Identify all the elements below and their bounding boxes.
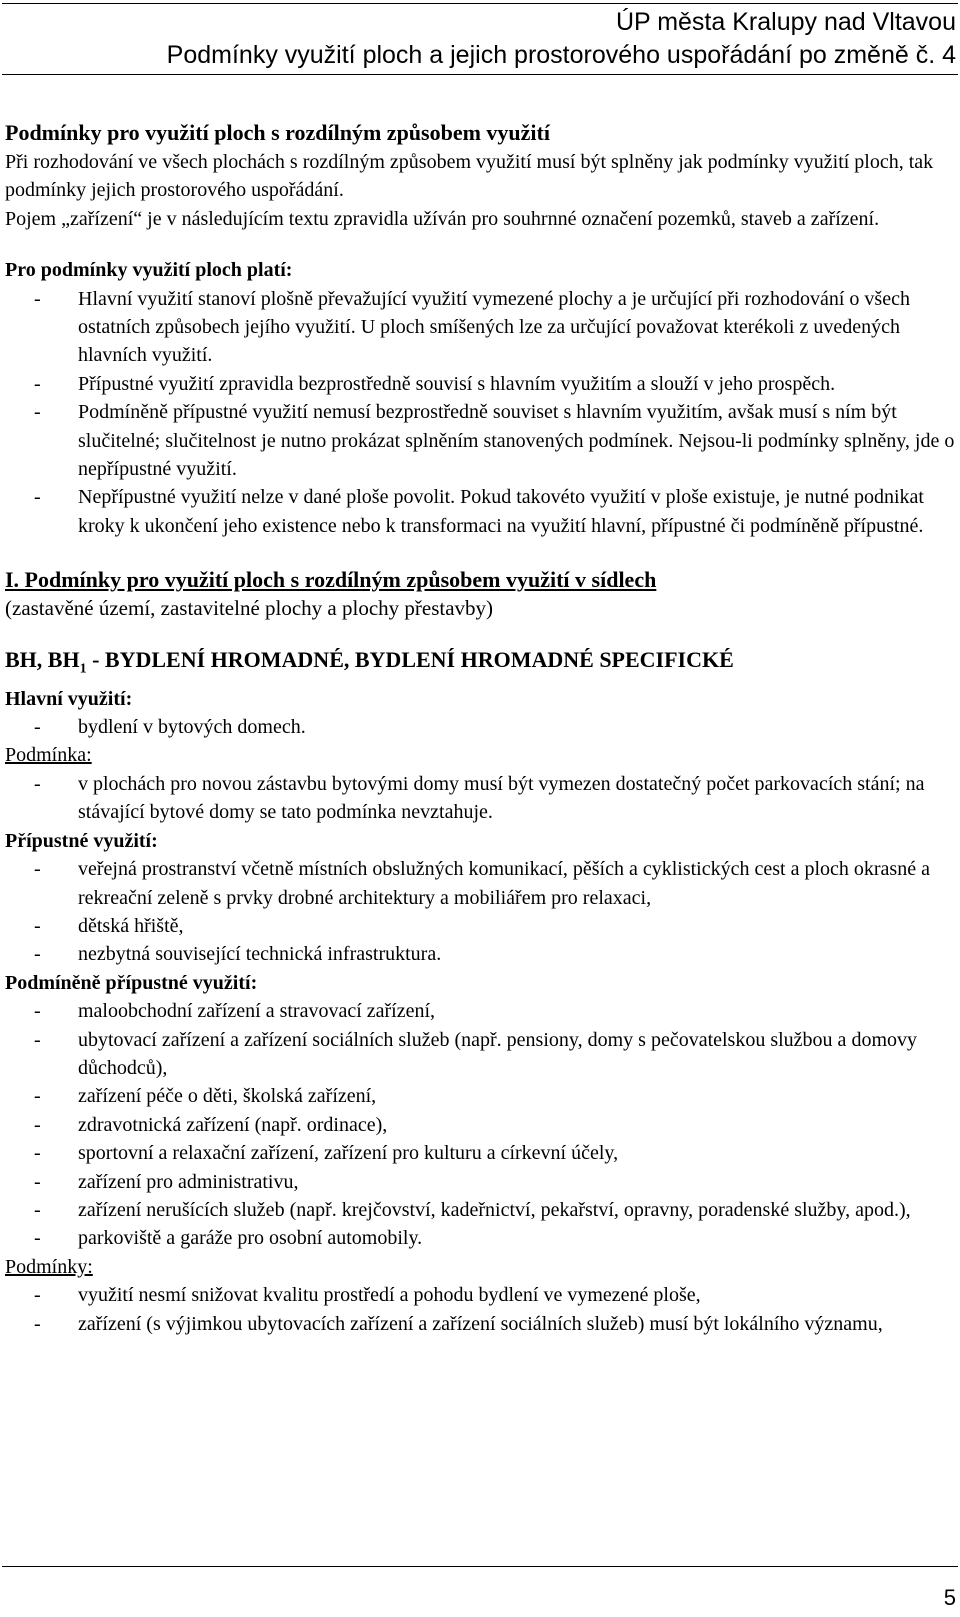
list-item: - v plochách pro novou zástavbu bytovými domy musí být vymezen dostatečný počet parkovacích stání; na stávající bytové domy se tato podmínka nevztahuje.: [5, 770, 955, 827]
intro-title: Podmínky pro využití ploch s rozdílným způsobem využití: [5, 120, 550, 145]
zone-title-text: - BYDLENÍ HROMADNÉ, BYDLENÍ HROMADNÉ SPECIFICKÉ: [86, 647, 734, 673]
list-item: - využití nesmí snižovat kvalitu prostředí a pohodu bydlení ve vymezené ploše,: [5, 1281, 955, 1309]
list-item: - parkoviště a garáže pro osobní automobily.: [5, 1224, 955, 1252]
header-top-rule: [2, 3, 958, 4]
header-title: ÚP města Kralupy nad Vltavou: [615, 8, 956, 36]
zone-code-subscript: 1: [79, 661, 87, 677]
list-item: - zařízení pro administrativu,: [5, 1168, 955, 1196]
section-subtitle: (zastavěné území, zastavitelné plochy a plochy přestavby): [5, 596, 494, 621]
document-body: [5, 118, 955, 1338]
list-item: - ubytovací zařízení a zařízení sociálních služeb (např. pensiony, domy s pečovatelskou službou a domovy důchodců),: [5, 1026, 955, 1083]
list-item: - Podmíněně přípustné využití nemusí bezprostředně souviset s hlavním využitím, avšak musí s ním být slučitelné; slučitelnost je nutno prokázat splněním stanovených podmínek. Nejsou-li podmínky splněny, jde o nepřípustné využití.: [5, 398, 955, 483]
main-use-label: Hlavní využití:: [5, 687, 133, 710]
list-item: - dětská hřiště,: [5, 912, 955, 940]
conditions-list: [5, 285, 955, 541]
conditions-label: Podmínky:: [5, 1255, 93, 1278]
header-bottom-rule: [2, 74, 958, 75]
list-item: - Hlavní využití stanoví plošně převažující využití vymezené plochy a je určující při rozhodování o všech ostatních způsobech jejího využití. U ploch smíšených lze za určující považovat kterékoli z uvedených hlavních využití.: [5, 285, 955, 370]
main-use-list: [5, 713, 955, 741]
list-item: - sportovní a relaxační zařízení, zařízení pro kulturu a církevní účely,: [5, 1139, 955, 1167]
conditional-use-list: [5, 997, 955, 1253]
list-item: - bydlení v bytových domech.: [5, 713, 955, 741]
conditions-heading: Pro podmínky využití ploch platí:: [5, 259, 293, 282]
page-number: 5: [943, 1585, 956, 1610]
footer-rule: [2, 1566, 958, 1567]
list-item: - zařízení nerušících služeb (např. krejčovství, kadeřnictví, pekařství, opravny, poradenské služby, apod.),: [5, 1196, 955, 1224]
intro-paragraph-2: Pojem „zařízení“ je v následujícím textu zpravidla užíván pro souhrnné označení pozemků, staveb a zařízení.: [5, 207, 880, 230]
condition-list: [5, 770, 955, 827]
zone-title: [5, 645, 955, 684]
list-item: - maloobchodní zařízení a stravovací zařízení,: [5, 997, 955, 1025]
conditions-sublist: [5, 1281, 955, 1338]
list-item: - zařízení (s výjimkou ubytovacích zařízení a zařízení sociálních služeb) musí být lokálního významu,: [5, 1310, 955, 1338]
list-item: - Přípustné využití zpravidla bezprostředně souvisí s hlavním využitím a slouží v jeho prospěch.: [5, 370, 955, 398]
list-item: - zařízení péče o děti, školská zařízení,: [5, 1082, 955, 1110]
header-subtitle: Podmínky využití ploch a jejich prostorového uspořádání po změně č. 4: [166, 41, 956, 69]
list-item: - veřejná prostranství včetně místních obslužných komunikací, pěších a cyklistických cest a ploch okrasné a rekreační zeleně s prvky drobné architektury a mobiliářem pro relaxaci,: [5, 855, 955, 912]
conditional-use-label: Podmíněně přípustné využití:: [5, 971, 258, 994]
zone-code: BH, BH: [5, 647, 80, 673]
list-item: - Nepřípustné využití nelze v dané ploše povolit. Pokud takovéto využití v ploše existuje, je nutné podnikat kroky k ukončení jeho existence nebo k transformaci na využití hlavní, přípustné či podmíněně přípustné.: [5, 483, 955, 540]
permitted-use-label: Přípustné využití:: [5, 829, 158, 852]
intro-paragraph-1: Při rozhodování ve všech plochách s rozdílným způsobem využití musí být splněny jak podmínky využití ploch, tak podmínky jejich prostorového uspořádání.: [5, 151, 934, 202]
condition-label: Podmínka:: [5, 744, 92, 767]
list-item: - nezbytná související technická infrastruktura.: [5, 940, 955, 968]
list-item: - zdravotnická zařízení (např. ordinace),: [5, 1111, 955, 1139]
section-title: I. Podmínky pro využití ploch s rozdílným způsobem využití v sídlech: [5, 567, 657, 593]
permitted-use-list: [5, 855, 955, 969]
